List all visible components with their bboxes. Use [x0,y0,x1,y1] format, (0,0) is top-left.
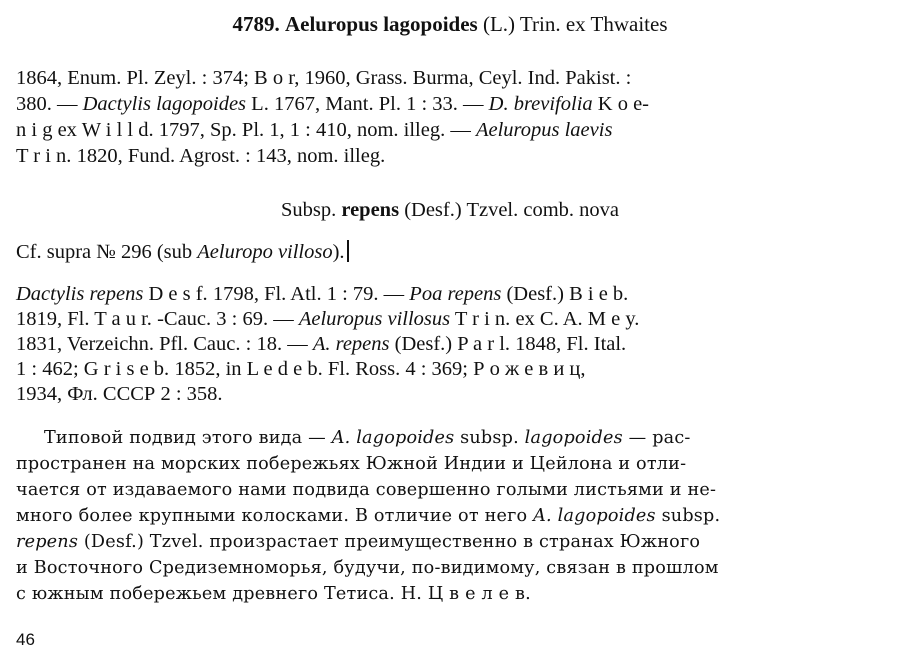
synonym2-line-4: 1 : 462; G r i s e b. 1852, in L e d e b. Fl. Ross. 4 : 369; Р о ж е в и ц, [16,358,586,380]
cf-reference: Cf. supra № 296 (sub Aeluropo villoso). [16,240,349,264]
synonym2-line-2: 1819, Fl. T a u r. -Cauc. 3 : 69. — Aeluropus villosus T r i n. ex C. A. M e y. [16,308,640,330]
description-line-7: с южным побережьем древнего Тетиса. Н. Ц в е л е в. [16,584,531,604]
synonym2-line-3: 1831, Verzeichn. Pfl. Cauc. : 18. — A. repens (Desf.) P a r l. 1848, Fl. Ital. [16,333,627,355]
synonym-line-1: 1864, Enum. Pl. Zeyl. : 374; B o r, 1960, Grass. Burma, Ceyl. Ind. Pakist. : [16,67,632,89]
description-line-1: Типовой подвид этого вида — A. lagopoides subsp. lagopoides — рас- [44,428,691,448]
synonym-line-4: T r i n. 1820, Fund. Agrost. : 143, nom. illeg. [16,145,386,167]
synonym2-line-1: Dactylis repens D e s f. 1798, Fl. Atl. 1 : 79. — Poa repens (Desf.) B i e b. [16,283,629,305]
synonym-line-2: 380. — Dactylis lagopoides L. 1767, Mant. Pl. 1 : 33. — D. brevifolia K o e- [16,93,650,115]
synonym-line-3: n i g ex W i l l d. 1797, Sp. Pl. 1, 1 : 410, nom. illeg. — Aeluropus laevis [16,119,613,141]
subspecies-heading: Subsp. repens (Desf.) Tzvel. comb. nova [280,199,620,221]
description-line-3: чается от издаваемого нами подвида совершенно голыми листьями и не- [16,480,717,500]
page-number: 46 [16,630,35,649]
description-line-4: много более крупными колосками. В отличие от него A. lagopoides subsp. [16,506,721,526]
synonym2-line-5: 1934, Фл. СССР 2 : 358. [16,383,223,405]
species-number: 4789. [232,12,280,36]
genus-name: Aeluropus [284,12,378,36]
species-title [0,12,900,36]
description-line-6: и Восточного Средиземноморья, будучи, по-видимому, связан в прошлом [16,558,719,578]
species-authority: (L.) Trin. ex Thwaites [482,12,668,36]
text-cursor [347,240,349,262]
description-line-2: пространен на морских побережьях Южной Индии и Цейлона и отли- [16,454,687,474]
description-line-5: repens (Desf.) Tzvel. произрастает преимущественно в странах Южного [16,532,701,552]
species-epithet: lagopoides [383,12,478,36]
